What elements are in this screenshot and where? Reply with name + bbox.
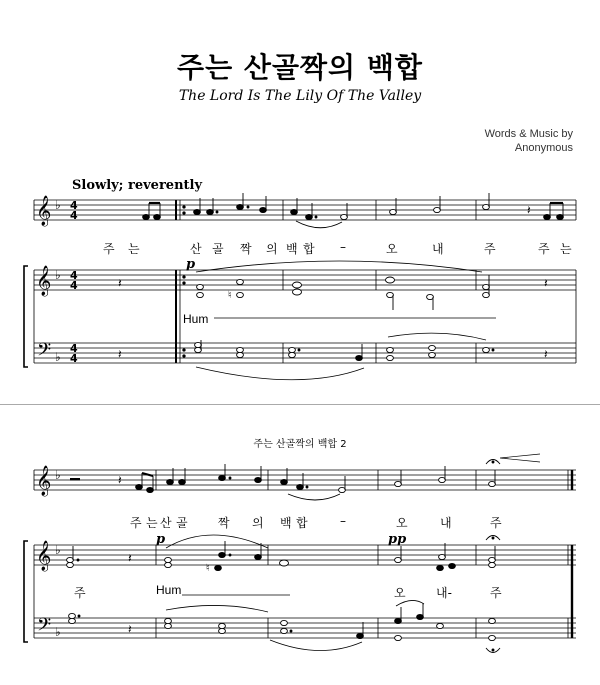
svg-text:♭: ♭	[55, 350, 61, 364]
lyric-syllable: 골	[176, 516, 188, 530]
piano-treble-notes-1	[118, 261, 548, 318]
lyric-syllable: 산	[190, 242, 202, 256]
svg-text:𝄞: 𝄞	[36, 196, 52, 226]
hum-label: Hum	[156, 583, 182, 597]
svg-text:𝄞: 𝄞	[36, 466, 52, 496]
lyric-syllable: 백	[280, 516, 292, 530]
svg-text:4: 4	[70, 209, 78, 222]
svg-text:𝄞: 𝄞	[36, 541, 52, 571]
lyric-syllable: 골	[212, 242, 224, 256]
lyric-syllable: 주	[130, 516, 142, 530]
lyric-syllable: 의	[252, 516, 264, 530]
svg-text:𝄽: 𝄽	[527, 203, 531, 217]
svg-text:4: 4	[70, 352, 78, 365]
lyric-syllable: –	[340, 514, 346, 528]
lyric-syllable: 합	[303, 242, 315, 256]
dynamic-p: p	[156, 532, 166, 547]
svg-text:𝄽: 𝄽	[118, 276, 122, 290]
page-header: 주는 산골짝의 백합 2	[253, 439, 347, 450]
hum-label: Hum	[183, 312, 209, 326]
svg-text:♮: ♮	[228, 290, 232, 301]
svg-text:𝄢: 𝄢	[37, 340, 52, 365]
lyric-syllable: 주	[484, 242, 496, 256]
svg-text:4: 4	[70, 199, 78, 212]
lyric-syllable: 는	[560, 242, 572, 256]
lyric-syllable: 백	[286, 242, 298, 256]
lyric-syllable: 오	[396, 516, 408, 530]
alto-lyric: 주	[74, 586, 86, 600]
lyric-syllable: 의	[266, 242, 278, 256]
lyric-syllable: 오	[386, 242, 398, 256]
piano-bass-notes-1	[118, 333, 548, 380]
lyric-syllable: 주	[538, 242, 550, 256]
lyric-syllable: 내	[432, 242, 444, 256]
svg-text:4: 4	[70, 342, 78, 355]
svg-text:𝄽: 𝄽	[544, 347, 548, 361]
lyric-syllable: 합	[296, 516, 308, 530]
svg-text:𝄽: 𝄽	[128, 551, 132, 565]
lyric-syllable: 짝	[218, 516, 230, 530]
svg-text:♭: ♭	[55, 625, 61, 639]
dynamic-p: p	[186, 257, 196, 272]
lyric-syllable: 주	[490, 516, 502, 530]
svg-text:4: 4	[70, 279, 78, 292]
svg-text:𝄽: 𝄽	[118, 347, 122, 361]
svg-text:♭: ♭	[55, 198, 61, 212]
lyric-syllable: 내	[440, 516, 452, 530]
svg-text:𝄽: 𝄽	[118, 473, 122, 487]
svg-text:𝄽: 𝄽	[128, 622, 132, 636]
svg-text:♮: ♮	[206, 563, 210, 574]
tempo-marking: Slowly; reverently	[72, 178, 203, 193]
alto-lyric: 오	[394, 586, 406, 600]
lyric-syllable: 산	[160, 516, 172, 530]
lyric-syllable: 짝	[240, 242, 252, 256]
credits-line-2: Anonymous	[514, 142, 573, 154]
svg-text:𝄢: 𝄢	[37, 615, 52, 640]
svg-text:♭: ♭	[55, 543, 61, 557]
alto-lyric: 내-	[436, 586, 452, 600]
melody-notes-2	[70, 454, 540, 500]
piano-bass-notes-2	[69, 600, 500, 652]
treble-staff-1	[34, 270, 576, 290]
svg-text:𝄽: 𝄽	[544, 276, 548, 290]
svg-text:♭: ♭	[55, 468, 61, 482]
lyric-syllable: 는	[128, 242, 140, 256]
song-title: 주는 산골짝의 백합	[177, 51, 423, 84]
alto-lyric: 주	[490, 586, 502, 600]
svg-text:4: 4	[70, 269, 78, 282]
lyric-syllable: –	[340, 240, 346, 254]
lyric-syllable: 주	[103, 242, 115, 256]
melody-staff-1	[34, 200, 576, 220]
lyric-syllable: 는	[146, 516, 158, 530]
credits-line-1: Words & Music by	[484, 128, 573, 140]
bass-staff-1	[34, 343, 576, 363]
svg-text:♭: ♭	[55, 268, 61, 282]
svg-text:𝄞: 𝄞	[36, 266, 52, 296]
dynamic-pp: pp	[388, 532, 407, 547]
song-subtitle: The Lord Is The Lily Of The Valley	[178, 88, 422, 104]
